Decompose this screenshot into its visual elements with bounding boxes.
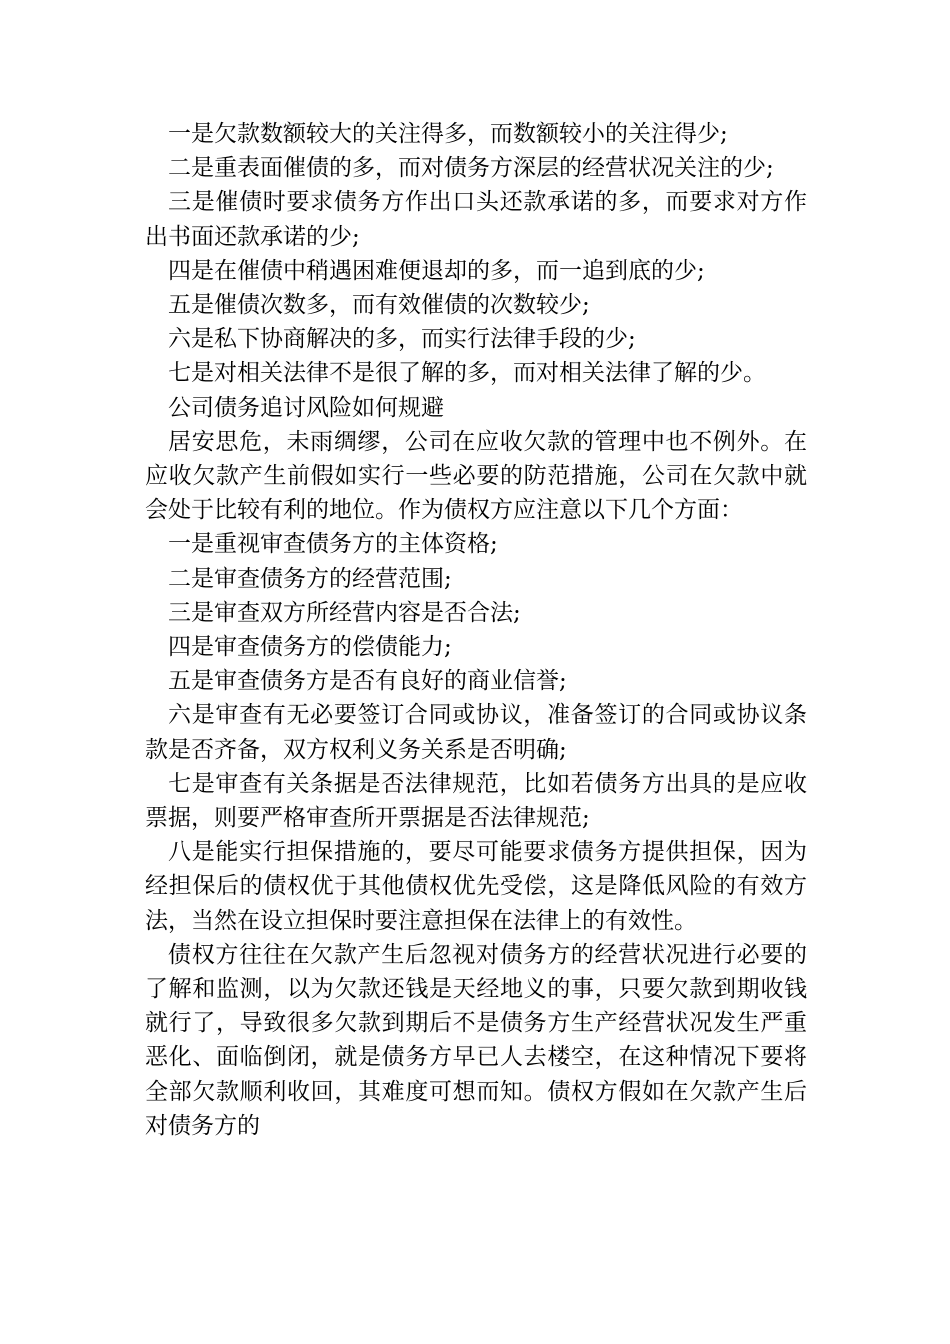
paragraph: 三是催债时要求债务方作出口头还款承诺的多，而要求对方作出书面还款承诺的少; — [145, 189, 807, 250]
paragraph: 一是欠款数额较大的关注得多，而数额较小的关注得少; — [168, 121, 728, 147]
paragraph: 二是审查债务方的经营范围; — [168, 565, 452, 592]
paragraph: 五是审查债务方是否有良好的商业信誉; — [168, 668, 567, 695]
paragraph: 居安思危，未雨绸缪，公司在应收欠款的管理中也不例外。在应收欠款产生前假如实行一些必要的防范措施，公司在欠款中就会处于比较有利的地位。作为债权方应注意以下几个方面： — [145, 428, 807, 524]
paragraph: 二是重表面催债的多，而对债务方深层的经营状况关注的少; — [168, 155, 774, 182]
paragraph: 七是审查有关条据是否法律规范，比如若债务方出具的是应收票据，则要严格审查所开票据是否法律规范; — [145, 770, 807, 832]
paragraph: 一是重视审查债务方的主体资格; — [168, 531, 498, 558]
paragraph: 六是审查有无必要签订合同或协议，准备签订的合同或协议条款是否齐备，双方权利义务关系是否明确; — [145, 702, 807, 763]
paragraph: 六是私下协商解决的多，而实行法律手段的少; — [168, 326, 636, 353]
section-heading: 公司债务追讨风险如何规避 — [168, 394, 444, 421]
paragraph: 七是对相关法律不是很了解的多，而对相关法律了解的少。 — [168, 360, 766, 387]
document-body — [145, 117, 807, 1143]
paragraph: 五是催债次数多，而有效催债的次数较少; — [168, 292, 590, 319]
paragraph: 八是能实行担保措施的，要尽可能要求债务方提供担保，因为经担保后的债权优于其他债权优先受偿，这是降低风险的有效方法，当然在设立担保时要注意担保在法律上的有效性。 — [145, 839, 807, 934]
paragraph: 四是审查债务方的偿债能力; — [168, 634, 452, 661]
paragraph: 四是在催债中稍遇困难便退却的多，而一追到底的少; — [168, 257, 705, 284]
paragraph: 债权方往往在欠款产生后忽视对债务方的经营状况进行必要的了解和监测，以为欠款还钱是天经地义的事，只要欠款到期收钱就行了，导致很多欠款到期后不是债务方生产经营状况发生严重恶化、面临倒闭，就是债务方早已人去楼空，在这种情况下要将全部欠款顺利收回，其难度可想而知。债权方假如在欠款产生后对债务方的 — [145, 941, 807, 1139]
paragraph: 三是审查双方所经营内容是否合法; — [168, 599, 521, 626]
